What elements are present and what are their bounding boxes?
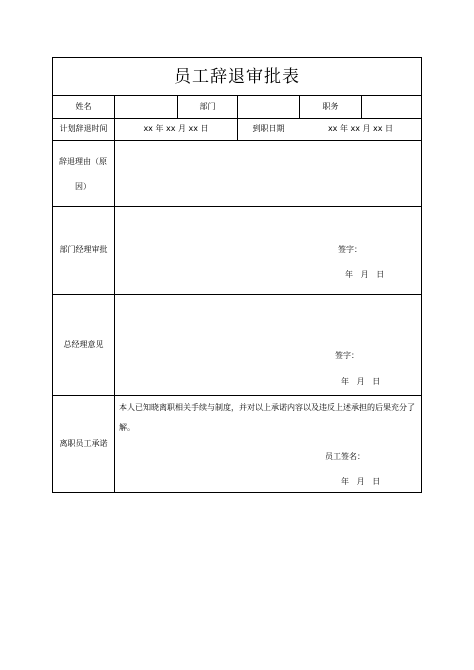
employee-commitment-area bbox=[115, 396, 421, 492]
commitment-date: 年 月 日 bbox=[341, 477, 381, 486]
employee-signature-label[interactable]: 员工签名： bbox=[325, 452, 365, 461]
reason-label-line1: 辞退理由（原 bbox=[59, 157, 107, 166]
dept-manager-approval-area[interactable] bbox=[115, 207, 421, 294]
hire-date-label: 到职日期 bbox=[252, 124, 285, 133]
position-label: 职务 bbox=[322, 101, 339, 111]
reason-field[interactable] bbox=[115, 141, 421, 206]
reason-label-line2: 因） bbox=[75, 182, 91, 191]
dept-manager-signature-label: 签字： bbox=[338, 245, 362, 254]
department-field[interactable] bbox=[238, 95, 299, 118]
planned-dismissal-date-label: 计划辞退时间 bbox=[59, 124, 108, 133]
general-manager-date: 年 月 日 bbox=[341, 377, 381, 386]
planned-dismissal-date-field[interactable]: xx 年 xx 月 xx 日 bbox=[143, 124, 209, 133]
name-label: 姓名 bbox=[75, 101, 92, 111]
dept-manager-date: 年 月 日 bbox=[345, 270, 385, 279]
hire-date-field[interactable]: xx 年 xx 月 xx 日 bbox=[327, 124, 394, 133]
dismissal-approval-form bbox=[52, 57, 422, 493]
employee-commitment-label: 离职员工承诺 bbox=[59, 438, 108, 448]
commitment-statement: 本人已知晓离职相关手续与制度，并对以上承诺内容以及违反上述承担的后果充分了解。 bbox=[119, 403, 415, 432]
general-manager-signature-label: 签字： bbox=[335, 351, 359, 360]
position-field[interactable] bbox=[362, 95, 421, 118]
department-label: 部门 bbox=[199, 101, 216, 111]
general-manager-opinion-label: 总经理意见 bbox=[63, 339, 104, 349]
general-manager-opinion-area[interactable] bbox=[115, 295, 421, 395]
name-field[interactable] bbox=[115, 95, 177, 118]
form-title: 员工辞退审批表 bbox=[174, 66, 300, 87]
dept-manager-approval-label: 部门经理审批 bbox=[59, 245, 108, 254]
